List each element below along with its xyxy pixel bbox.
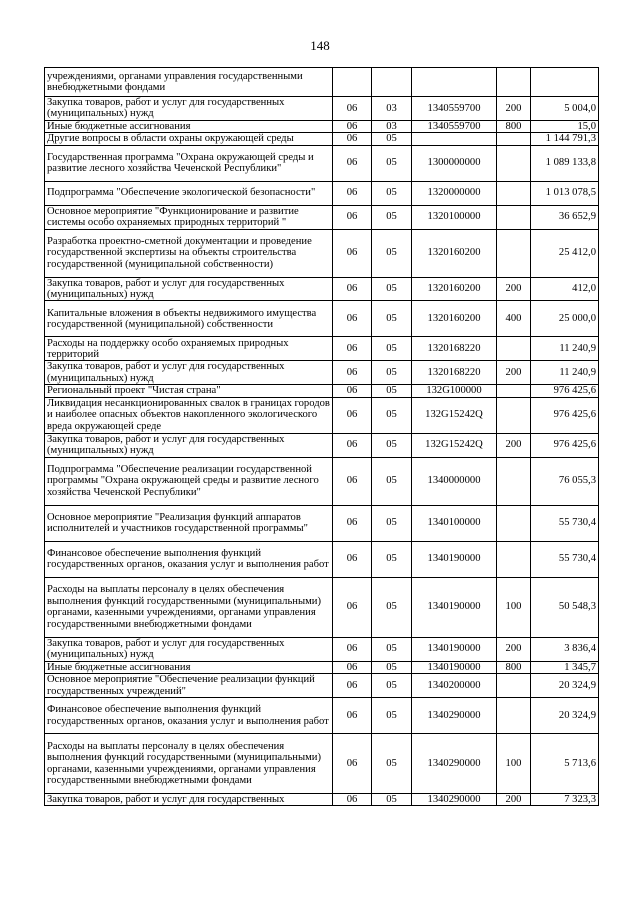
item-name-cell: Финансовое обеспечение выполнения функций государственных органов, оказания услуг и выполнения работ (45, 541, 333, 577)
target-article-code-cell: 1340290000 (412, 734, 497, 794)
expense-type-code-cell (497, 397, 531, 433)
amount-cell: 1 144 791,3 (531, 133, 599, 145)
table-row (45, 794, 599, 806)
target-article-code-cell: 1340190000 (412, 637, 497, 661)
subsection-code-cell: 05 (372, 541, 412, 577)
amount-cell: 11 240,9 (531, 337, 599, 361)
item-name-cell: Расходы на выплаты персоналу в целях обеспечения выполнения функций государственными (муниципальными) органами, казенными учреждениями, органами управления государственными внебюджетными фондами (45, 577, 333, 637)
subsection-code-cell: 05 (372, 433, 412, 457)
expense-type-code-cell: 800 (497, 661, 531, 673)
table-row (45, 361, 599, 385)
amount-cell: 3 836,4 (531, 637, 599, 661)
amount-cell: 15,0 (531, 120, 599, 132)
target-article-code-cell: 1320168220 (412, 361, 497, 385)
expense-type-code-cell: 400 (497, 301, 531, 337)
subsection-code-cell (372, 68, 412, 97)
section-code-cell: 06 (333, 145, 372, 181)
section-code-cell: 06 (333, 133, 372, 145)
target-article-code-cell: 132G15242Q (412, 433, 497, 457)
subsection-code-cell: 03 (372, 120, 412, 132)
amount-cell: 5 713,6 (531, 734, 599, 794)
item-name-cell: Основное мероприятие "Функционирование и развитие системы особо охраняемых природных территорий " (45, 205, 333, 229)
section-code-cell: 06 (333, 734, 372, 794)
target-article-code-cell: 1340000000 (412, 457, 497, 505)
amount-cell: 25 000,0 (531, 301, 599, 337)
section-code-cell: 06 (333, 505, 372, 541)
table-row (45, 133, 599, 145)
subsection-code-cell: 05 (372, 133, 412, 145)
table-row (45, 637, 599, 661)
item-name-cell: Закупка товаров, работ и услуг для государственных (муниципальных) нужд (45, 97, 333, 121)
amount-cell: 1 345,7 (531, 661, 599, 673)
section-code-cell: 06 (333, 577, 372, 637)
item-name-cell: Финансовое обеспечение выполнения функций государственных органов, оказания услуг и выполнения работ (45, 698, 333, 734)
section-code-cell: 06 (333, 794, 372, 806)
target-article-code-cell: 1300000000 (412, 145, 497, 181)
target-article-code-cell: 1320160200 (412, 301, 497, 337)
subsection-code-cell: 05 (372, 181, 412, 205)
subsection-code-cell: 05 (372, 361, 412, 385)
section-code-cell: 06 (333, 637, 372, 661)
target-article-code-cell: 1320160200 (412, 277, 497, 301)
expense-type-code-cell (497, 145, 531, 181)
subsection-code-cell: 05 (372, 145, 412, 181)
item-name-cell: Основное мероприятие "Реализация функций аппаратов исполнителей и участников государственной программы" (45, 505, 333, 541)
section-code-cell: 06 (333, 205, 372, 229)
item-name-cell: Закупка товаров, работ и услуг для государственных (муниципальных) нужд (45, 361, 333, 385)
expense-type-code-cell (497, 505, 531, 541)
section-code-cell: 06 (333, 181, 372, 205)
target-article-code-cell: 1320100000 (412, 205, 497, 229)
target-article-code-cell (412, 68, 497, 97)
item-name-cell: Закупка товаров, работ и услуг для государственных (45, 794, 333, 806)
subsection-code-cell: 05 (372, 698, 412, 734)
subsection-code-cell: 05 (372, 661, 412, 673)
table-row (45, 505, 599, 541)
item-name-cell: Основное мероприятие "Обеспечение реализации функций государственных учреждений" (45, 674, 333, 698)
amount-cell: 25 412,0 (531, 229, 599, 277)
table-row (45, 661, 599, 673)
amount-cell: 55 730,4 (531, 505, 599, 541)
subsection-code-cell: 05 (372, 301, 412, 337)
section-code-cell: 06 (333, 120, 372, 132)
target-article-code-cell (412, 133, 497, 145)
item-name-cell: Подпрограмма "Обеспечение экологической безопасности" (45, 181, 333, 205)
expense-type-code-cell (497, 385, 531, 397)
target-article-code-cell: 1340290000 (412, 698, 497, 734)
item-name-cell: Закупка товаров, работ и услуг для государственных (муниципальных) нужд (45, 637, 333, 661)
amount-cell: 11 240,9 (531, 361, 599, 385)
target-article-code-cell: 1340559700 (412, 97, 497, 121)
budget-table (44, 67, 599, 806)
table-row (45, 120, 599, 132)
item-name-cell: Ликвидация несанкционированных свалок в границах городов и наиболее опасных объектов накопленного экологического вреда окружающей среде (45, 397, 333, 433)
item-name-cell: Закупка товаров, работ и услуг для государственных (муниципальных) нужд (45, 277, 333, 301)
table-row (45, 181, 599, 205)
amount-cell: 976 425,6 (531, 397, 599, 433)
subsection-code-cell: 05 (372, 205, 412, 229)
table-row (45, 301, 599, 337)
expense-type-code-cell (497, 68, 531, 97)
amount-cell: 1 089 133,8 (531, 145, 599, 181)
table-row (45, 698, 599, 734)
item-name-cell: Другие вопросы в области охраны окружающей среды (45, 133, 333, 145)
table-row (45, 277, 599, 301)
section-code-cell: 06 (333, 97, 372, 121)
section-code-cell: 06 (333, 385, 372, 397)
expense-type-code-cell: 200 (497, 794, 531, 806)
subsection-code-cell: 05 (372, 229, 412, 277)
subsection-code-cell: 05 (372, 637, 412, 661)
section-code-cell: 06 (333, 277, 372, 301)
expense-type-code-cell: 200 (497, 433, 531, 457)
expense-type-code-cell: 200 (497, 361, 531, 385)
expense-type-code-cell: 200 (497, 277, 531, 301)
expense-type-code-cell (497, 337, 531, 361)
target-article-code-cell: 132G15242Q (412, 397, 497, 433)
item-name-cell: Государственная программа "Охрана окружающей среды и развитие лесного хозяйства Чеченской Республики" (45, 145, 333, 181)
amount-cell: 7 323,3 (531, 794, 599, 806)
target-article-code-cell: 1340190000 (412, 541, 497, 577)
expense-type-code-cell: 200 (497, 637, 531, 661)
table-row (45, 457, 599, 505)
subsection-code-cell: 05 (372, 577, 412, 637)
table-row (45, 205, 599, 229)
target-article-code-cell: 1340190000 (412, 577, 497, 637)
target-article-code-cell: 1340200000 (412, 674, 497, 698)
subsection-code-cell: 05 (372, 337, 412, 361)
amount-cell: 36 652,9 (531, 205, 599, 229)
subsection-code-cell: 03 (372, 97, 412, 121)
amount-cell (531, 68, 599, 97)
item-name-cell: Расходы на поддержку особо охраняемых природных территорий (45, 337, 333, 361)
table-row (45, 734, 599, 794)
target-article-code-cell: 132G100000 (412, 385, 497, 397)
expense-type-code-cell (497, 229, 531, 277)
table-row (45, 385, 599, 397)
subsection-code-cell: 05 (372, 674, 412, 698)
amount-cell: 20 324,9 (531, 674, 599, 698)
target-article-code-cell: 1340100000 (412, 505, 497, 541)
table-body (45, 68, 599, 806)
section-code-cell: 06 (333, 229, 372, 277)
target-article-code-cell: 1320160200 (412, 229, 497, 277)
amount-cell: 50 548,3 (531, 577, 599, 637)
expense-type-code-cell: 100 (497, 577, 531, 637)
item-name-cell: Разработка проектно-сметной документации и проведение государственной экспертизы на объекты строительства государственной (муниципальной собственности) (45, 229, 333, 277)
table-row (45, 97, 599, 121)
amount-cell: 1 013 078,5 (531, 181, 599, 205)
amount-cell: 76 055,3 (531, 457, 599, 505)
item-name-cell: Расходы на выплаты персоналу в целях обеспечения выполнения функций государственными (муниципальными) органами, казенными учреждениями, органами управления государственными внебюджетными фондами (45, 734, 333, 794)
expense-type-code-cell (497, 181, 531, 205)
table-row (45, 541, 599, 577)
amount-cell: 20 324,9 (531, 698, 599, 734)
subsection-code-cell: 05 (372, 277, 412, 301)
amount-cell: 976 425,6 (531, 385, 599, 397)
target-article-code-cell: 1320000000 (412, 181, 497, 205)
target-article-code-cell: 1340190000 (412, 661, 497, 673)
section-code-cell: 06 (333, 433, 372, 457)
table-row (45, 433, 599, 457)
page-number: 148 (310, 38, 330, 53)
section-code-cell: 06 (333, 541, 372, 577)
table-row (45, 397, 599, 433)
subsection-code-cell: 05 (372, 457, 412, 505)
amount-cell: 55 730,4 (531, 541, 599, 577)
expense-type-code-cell (497, 133, 531, 145)
section-code-cell: 06 (333, 301, 372, 337)
target-article-code-cell: 1340559700 (412, 120, 497, 132)
target-article-code-cell: 1340290000 (412, 794, 497, 806)
expense-type-code-cell: 200 (497, 97, 531, 121)
table-row (45, 674, 599, 698)
amount-cell: 412,0 (531, 277, 599, 301)
item-name-cell: Иные бюджетные ассигнования (45, 120, 333, 132)
amount-cell: 5 004,0 (531, 97, 599, 121)
table-row (45, 229, 599, 277)
item-name-cell: Иные бюджетные ассигнования (45, 661, 333, 673)
subsection-code-cell: 05 (372, 734, 412, 794)
subsection-code-cell: 05 (372, 794, 412, 806)
expense-type-code-cell (497, 541, 531, 577)
section-code-cell: 06 (333, 457, 372, 505)
expense-type-code-cell (497, 674, 531, 698)
table-row (45, 577, 599, 637)
section-code-cell: 06 (333, 397, 372, 433)
item-name-cell: Капитальные вложения в объекты недвижимого имущества государственной (муниципальной) собственности (45, 301, 333, 337)
expense-type-code-cell: 800 (497, 120, 531, 132)
subsection-code-cell: 05 (372, 385, 412, 397)
expense-type-code-cell (497, 205, 531, 229)
table-row (45, 145, 599, 181)
table-row (45, 68, 599, 97)
section-code-cell: 06 (333, 674, 372, 698)
table-row (45, 337, 599, 361)
section-code-cell: 06 (333, 698, 372, 734)
item-name-cell: Закупка товаров, работ и услуг для государственных (муниципальных) нужд (45, 433, 333, 457)
subsection-code-cell: 05 (372, 505, 412, 541)
item-name-cell: учреждениями, органами управления государственными внебюджетными фондами (45, 68, 333, 97)
expense-type-code-cell (497, 457, 531, 505)
item-name-cell: Подпрограмма "Обеспечение реализации государственной программы "Охрана окружающей среды и развитие лесного хозяйства Чеченской Республики" (45, 457, 333, 505)
expense-type-code-cell (497, 698, 531, 734)
section-code-cell: 06 (333, 337, 372, 361)
section-code-cell: 06 (333, 361, 372, 385)
amount-cell: 976 425,6 (531, 433, 599, 457)
item-name-cell: Региональный проект "Чистая страна" (45, 385, 333, 397)
subsection-code-cell: 05 (372, 397, 412, 433)
expense-type-code-cell: 100 (497, 734, 531, 794)
section-code-cell (333, 68, 372, 97)
section-code-cell: 06 (333, 661, 372, 673)
target-article-code-cell: 1320168220 (412, 337, 497, 361)
